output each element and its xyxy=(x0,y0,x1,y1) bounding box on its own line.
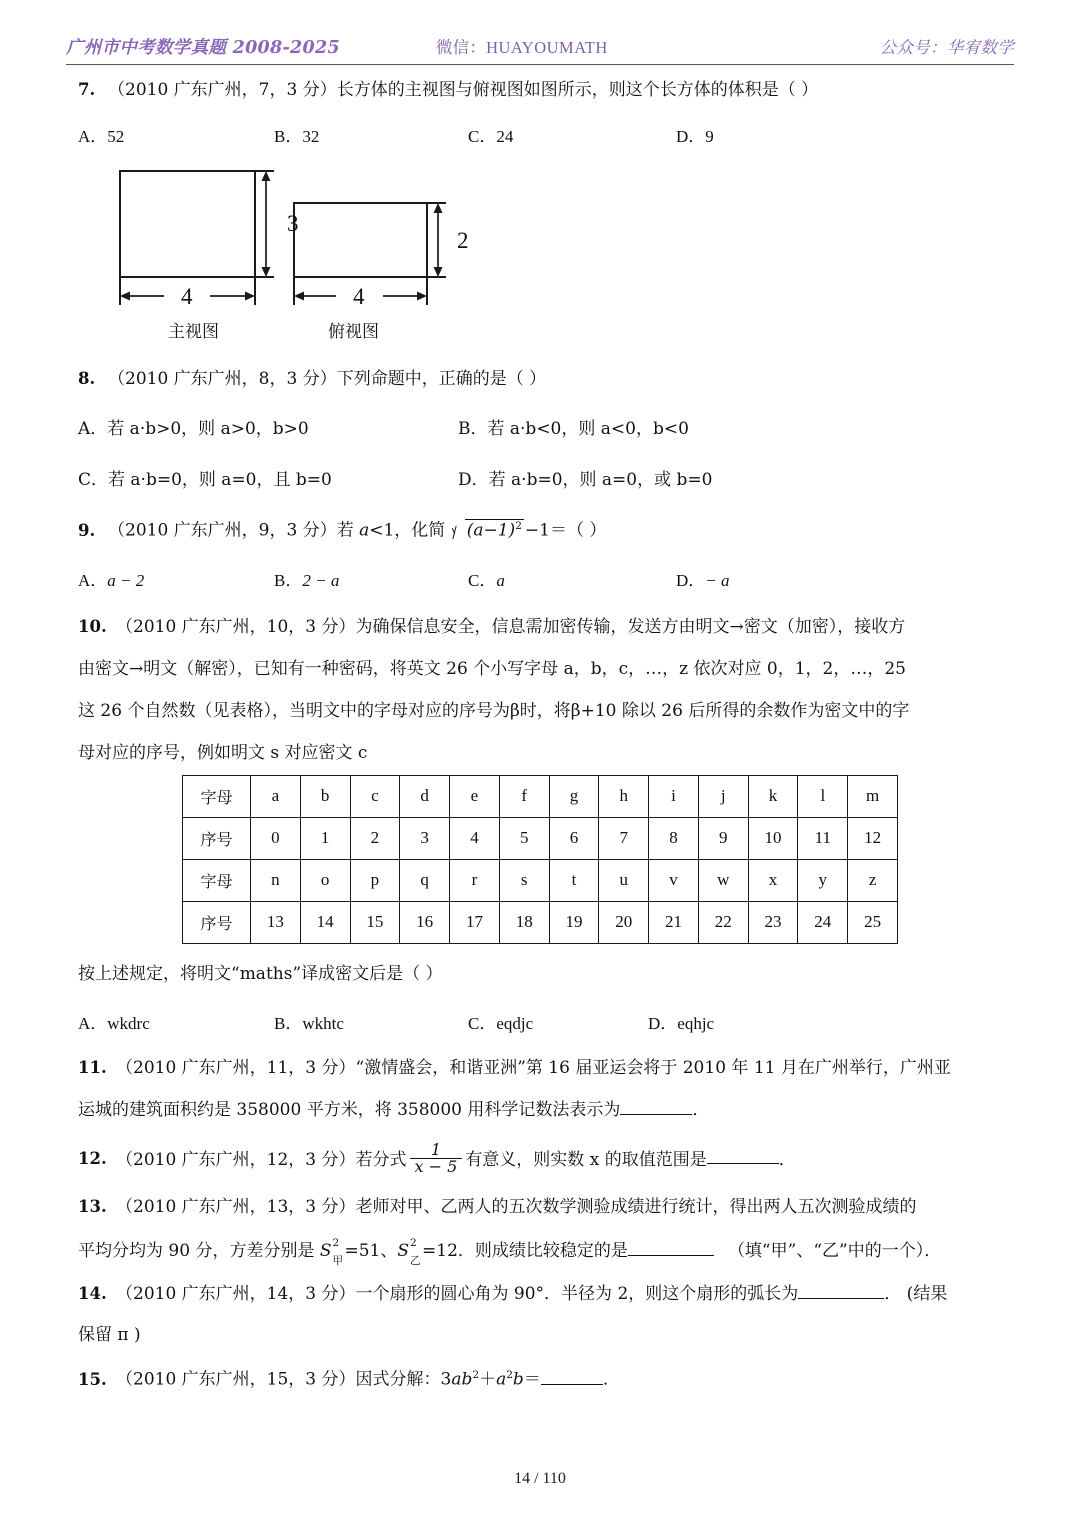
table-row xyxy=(183,817,898,859)
cell-number: 10 xyxy=(748,817,798,859)
question-9-option-a-body: a − 2 xyxy=(107,570,145,590)
wechat-label: 微信： xyxy=(435,38,487,57)
top-view-label: 俯视图 xyxy=(328,322,379,342)
question-11-line-1 xyxy=(78,1057,1008,1078)
page-header xyxy=(66,34,1014,65)
cell-letter: x xyxy=(748,859,798,901)
variance-subscript: 乙 xyxy=(410,1254,421,1267)
question-9-option-c-letter: C． xyxy=(468,570,497,590)
cell-number: 3 xyxy=(400,817,450,859)
cipher-table xyxy=(182,775,898,944)
variance-symbol-yi xyxy=(397,1237,422,1267)
cell-letter: l xyxy=(798,775,848,817)
cell-letter: i xyxy=(649,775,699,817)
cell-number: 1 xyxy=(300,817,350,859)
top-height-label: 2 xyxy=(457,228,469,253)
question-8-number: 8. xyxy=(78,369,96,388)
question-14-line-1 xyxy=(78,1286,1008,1303)
answer-blank[interactable] xyxy=(620,1114,692,1115)
question-9-stem-cond: <1，化简 xyxy=(369,520,451,541)
cell-letter: t xyxy=(549,859,599,901)
cell-number: 19 xyxy=(549,901,599,943)
question-15-term-a-exponent: 2 xyxy=(472,1369,480,1382)
cell-letter: w xyxy=(698,859,748,901)
cell-letter: r xyxy=(450,859,500,901)
question-10-line-3: 这 26 个自然数（见表格），当明文中的字母对应的序号为β时，将β+10 除以 26 后所得的余数作为密文中的字 xyxy=(78,700,910,721)
cell-number: 6 xyxy=(549,817,599,859)
question-7-option-a: A．52 xyxy=(78,127,125,146)
question-10-prompt: 按上述规定，将明文“maths”译成密文后是（ ） xyxy=(78,963,443,984)
question-9-option-c xyxy=(468,566,676,591)
cell-number: 7 xyxy=(599,817,649,859)
cipher-table-wrapper xyxy=(182,775,1008,944)
question-13-line-2 xyxy=(78,1237,1008,1267)
answer-blank[interactable] xyxy=(628,1255,714,1256)
variance-exponent: 2 xyxy=(332,1237,340,1250)
question-9-options xyxy=(78,566,1008,591)
question-15-number: 15. xyxy=(78,1369,107,1389)
cell-letter: b xyxy=(300,775,350,817)
fraction-numerator: 1 xyxy=(430,1139,442,1159)
variance-base: S xyxy=(319,1241,332,1262)
cell-letter: y xyxy=(798,859,848,901)
question-9-radicand-exponent: 2 xyxy=(515,520,522,532)
question-9-stem-pre: （2010 广东广州，9，3 分）若 xyxy=(108,520,360,541)
question-15-equals: ＝ xyxy=(523,1369,541,1390)
question-10-line-4: 母对应的序号，例如明文 s 对应密文 c xyxy=(78,742,368,763)
question-13-number: 13. xyxy=(78,1197,107,1217)
top-view-rect xyxy=(294,203,427,277)
header-left-title: 广州市中考数学真题 2008-2025 xyxy=(66,38,340,58)
question-14-number: 14. xyxy=(78,1284,107,1304)
cell-number: 9 xyxy=(698,817,748,859)
variance-subscript: 甲 xyxy=(332,1254,344,1267)
cell-letter: m xyxy=(848,775,898,817)
cell-number: 24 xyxy=(798,901,848,943)
cell-letter: n xyxy=(251,859,301,901)
question-15-period: ． xyxy=(602,1369,620,1390)
cell-number: 14 xyxy=(300,901,350,943)
cell-letter: s xyxy=(499,859,549,901)
question-15-term-b: a xyxy=(496,1369,507,1390)
question-9-stem-post: −1＝（ ） xyxy=(524,520,607,541)
cell-number: 21 xyxy=(649,901,699,943)
question-9-radicand: (a−1) xyxy=(466,520,516,541)
question-14-text-1: （2010 广东广州，14，3 分）一个扇形的圆心角为 90°．半径为 2，则这个扇形的弧长为 xyxy=(116,1284,799,1305)
header-official-account: 公众号：华宥数学 xyxy=(879,38,1014,57)
question-13-text-2-pre: 平均分均为 90 分，方差分别是 xyxy=(78,1241,320,1262)
answer-blank[interactable] xyxy=(541,1384,603,1385)
row-label-numbers-2: 序号 xyxy=(183,901,251,943)
cell-letter: j xyxy=(698,775,748,817)
question-15-term-b-exponent: 2 xyxy=(506,1369,513,1382)
question-7-option-c: C．24 xyxy=(468,127,514,146)
table-row xyxy=(183,775,898,817)
question-14-line-2: 保留 π ) xyxy=(78,1325,141,1346)
table-row xyxy=(183,859,898,901)
question-15-term-a: ab xyxy=(451,1369,473,1390)
question-15-row xyxy=(78,1370,1008,1389)
cell-number: 22 xyxy=(698,901,748,943)
front-height-label: 3 xyxy=(287,211,299,236)
question-10-line-1 xyxy=(78,616,1008,637)
question-10-option-b: B．wkhtc xyxy=(274,1013,344,1033)
front-width-label: 4 xyxy=(181,284,193,309)
question-7-figure xyxy=(78,159,1008,359)
question-8-option-b: B．若 a·b<0，则 a<0，b<0 xyxy=(458,419,689,439)
cell-number: 25 xyxy=(848,901,898,943)
question-12-number: 12. xyxy=(78,1149,107,1169)
cell-letter: z xyxy=(848,859,898,901)
question-14-text-1-post: ． (结果 xyxy=(884,1284,948,1305)
cell-number: 17 xyxy=(450,901,500,943)
question-15-plus: ＋ xyxy=(479,1369,497,1390)
question-11-line-2 xyxy=(78,1099,1008,1120)
question-9-option-b-body: 2 − a xyxy=(302,570,340,590)
question-8-stem: （2010 广东广州，8，3 分）下列命题中，正确的是（ ） xyxy=(108,369,547,389)
question-8-stem-row xyxy=(78,371,1008,388)
cell-letter: k xyxy=(748,775,798,817)
radical-sign xyxy=(452,519,524,540)
cell-letter: g xyxy=(549,775,599,817)
cell-letter: f xyxy=(499,775,549,817)
question-8-option-d: D．若 a·b=0，则 a=0，或 b=0 xyxy=(458,470,713,490)
question-9-option-c-body: a xyxy=(496,570,505,590)
question-10-options xyxy=(78,1009,1008,1034)
cell-letter: v xyxy=(649,859,699,901)
row-label-letters-1: 字母 xyxy=(183,775,251,817)
question-9-option-b xyxy=(274,566,468,591)
variance-base: S xyxy=(397,1241,410,1262)
front-view-label: 主视图 xyxy=(168,322,219,342)
question-7-option-d: D．9 xyxy=(676,127,714,146)
question-13-text-2-post: （填“甲”、“乙”中的一个）． xyxy=(727,1241,942,1262)
cell-letter: e xyxy=(450,775,500,817)
variance-value-jia: =51、 xyxy=(344,1241,398,1262)
cell-letter: u xyxy=(599,859,649,901)
cell-number: 13 xyxy=(251,901,301,943)
question-9-option-d-letter: D． xyxy=(676,570,706,590)
question-7-options xyxy=(78,122,1008,147)
variance-value-yi: =12．则成绩比较稳定的是 xyxy=(422,1241,628,1262)
cell-number: 15 xyxy=(350,901,400,943)
cell-number: 23 xyxy=(748,901,798,943)
question-8-options-row-2 xyxy=(78,465,1008,490)
cell-number: 18 xyxy=(499,901,549,943)
fraction-denominator: x − 5 xyxy=(414,1157,458,1177)
cell-letter: d xyxy=(400,775,450,817)
cell-letter: c xyxy=(350,775,400,817)
page-indicator: 14 / 110 xyxy=(514,1470,566,1487)
question-9-option-a xyxy=(78,566,274,591)
cell-number: 8 xyxy=(649,817,699,859)
question-10-option-a: A．wkdrc xyxy=(78,1013,150,1033)
cell-letter: p xyxy=(350,859,400,901)
question-8-option-c: C．若 a·b=0，则 a=0，且 b=0 xyxy=(78,470,332,490)
question-8-options-row-1 xyxy=(78,414,1008,439)
question-11-text-2: 运城的建筑面积约是 358000 平方米，将 358000 用科学记数法表示为 xyxy=(78,1099,621,1120)
question-10-line-2: 由密文→明文（解密），已知有一种密码，将英文 26 个小写字母 a，b，c，…，z 依次对应 0，1，2，…，25 xyxy=(78,658,906,679)
header-wechat xyxy=(436,34,608,58)
answer-blank[interactable] xyxy=(798,1298,884,1299)
question-9-option-a-letter: A． xyxy=(78,570,108,590)
cell-number: 0 xyxy=(251,817,301,859)
question-10-text-1: （2010 广东广州，10，3 分）为确保信息安全，信息需加密传输，发送方由明文→密文（加密），接收方 xyxy=(116,616,906,637)
question-7-stem: （2010 广东广州，7，3 分）长方体的主视图与俯视图如图所示，则这个长方体的体积是（ ） xyxy=(108,80,819,100)
question-9-option-d-body: − a xyxy=(705,570,730,590)
cell-letter: o xyxy=(300,859,350,901)
question-9-stem-row: 9. （2010 广东广州，9，3 分）若 a<1，化简 $(a-1)^2 -1=$（ ） xyxy=(78,520,607,541)
answer-blank[interactable] xyxy=(707,1163,779,1164)
question-10-option-d: D．eqhjc xyxy=(648,1013,715,1033)
cell-number: 12 xyxy=(848,817,898,859)
question-9-number: 9. xyxy=(78,520,96,540)
question-13-line-1 xyxy=(78,1199,1008,1216)
question-7-stem-row xyxy=(78,82,1008,99)
question-11-number: 11. xyxy=(78,1057,107,1077)
variance-exponent: 2 xyxy=(410,1237,417,1250)
question-13-text-1: （2010 广东广州，13，3 分）老师对甲、乙两人的五次数学测验成绩进行统计，得出两人五次测验成绩的 xyxy=(116,1197,917,1218)
page-footer xyxy=(0,1470,1080,1488)
question-7-option-b: B．32 xyxy=(274,127,320,146)
question-15-term-b2: b xyxy=(512,1369,524,1390)
fraction xyxy=(410,1139,463,1177)
question-10-option-c: C．eqdjc xyxy=(468,1013,534,1033)
cell-number: 11 xyxy=(798,817,848,859)
cell-number: 4 xyxy=(450,817,500,859)
question-11-period: ． xyxy=(692,1099,710,1120)
cell-letter: h xyxy=(599,775,649,817)
question-7-number: 7. xyxy=(78,80,96,99)
document-body xyxy=(78,82,1008,1389)
wechat-id: HUAYOUMATH xyxy=(486,38,608,57)
cell-number: 2 xyxy=(350,817,400,859)
question-8-option-a: A．若 a·b>0，则 a>0，b>0 xyxy=(78,419,309,439)
views-diagram xyxy=(78,159,498,319)
question-12-row xyxy=(78,1139,1008,1178)
question-12-mid: 有意义，则实数 x 的取值范围是 xyxy=(465,1149,707,1170)
table-row xyxy=(183,901,898,943)
variance-symbol-jia xyxy=(319,1237,345,1267)
cell-letter: a xyxy=(251,775,301,817)
question-11-text-1: （2010 广东广州，11，3 分）“激情盛会，和谐亚洲”第 16 届亚运会将于 2010 年 11 月在广州举行，广州亚 xyxy=(116,1057,951,1078)
question-9-option-d xyxy=(676,566,730,591)
question-9-option-b-letter: B． xyxy=(274,570,303,590)
row-label-numbers-1: 序号 xyxy=(183,817,251,859)
question-12-pre: （2010 广东广州，12，3 分）若分式 xyxy=(116,1149,407,1170)
question-15-pre: （2010 广东广州，15，3 分）因式分解：3 xyxy=(116,1369,452,1390)
top-width-label: 4 xyxy=(353,284,365,309)
cell-number: 16 xyxy=(400,901,450,943)
front-view-rect xyxy=(120,171,255,277)
cell-number: 20 xyxy=(599,901,649,943)
question-12-period: ． xyxy=(778,1149,796,1170)
row-label-letters-2: 字母 xyxy=(183,859,251,901)
question-10-number: 10. xyxy=(78,616,107,636)
cell-letter: q xyxy=(400,859,450,901)
cell-number: 5 xyxy=(499,817,549,859)
